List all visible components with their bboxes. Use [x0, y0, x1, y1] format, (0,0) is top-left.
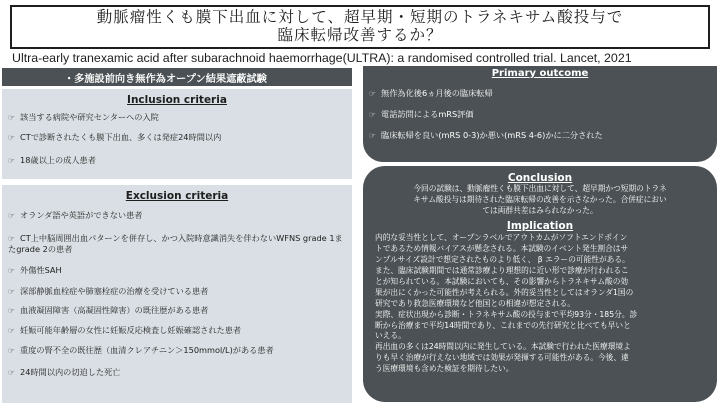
- pointing-hand-icon: ☞: [8, 306, 15, 315]
- conclusion-panel: [363, 166, 717, 402]
- pointing-hand-icon: ☞: [8, 234, 15, 243]
- pointing-hand-icon: ☞: [8, 133, 15, 142]
- study-design-bar: [2, 68, 352, 86]
- exclusion-heading: Exclusion criteria: [125, 190, 229, 202]
- exclusion-item: ☞ CT上中脳周囲出血パターンを併存し、かつ入院時意識消失を伴わないWFNS grade 1またgrade 2の患者: [8, 233, 343, 254]
- exclusion-item: ☞ オランダ語や英語ができない患者: [8, 210, 143, 220]
- title-box: [10, 5, 710, 49]
- inclusion-panel: [2, 89, 352, 179]
- inclusion-item: ☞ 該当する病院や研究センターへの入院: [8, 112, 159, 122]
- exclusion-item: ☞ 24時間以内の切迫した死亡: [8, 367, 121, 377]
- implication-text: 内的な妥当性として、オープンラベルでアウトカムがソフトエンドポイン トであるため情報バイアスが懸念される。本試験のイベント発生割合はサ ンプルサイズ設計で想定されたものより低く、 β エラーの可能性がある。 また、臨床試験期間では通常診療より理想的に近い形で診療が行われるこ とが知られている。本試験においても、その影響からトラネキサム酸の効 果が出にくかった可能性が考えられる。外的妥当性としてはオランダ1国の 研究であり救急医療環境など他国との相違が想定される。 実際、症状出現から診断・トラネキサム酸の投与まで平均93分・185分。診 断から治療まで平均14時間であり、これまでの先行研究と比べても早いと いえる。 再出血の多くは24時間以内に発生している。本試験で行われた医療環境よ りも早く治療が行えない地域では効果が発揮する可能性がある。今後、違 う医療環境も含めた検証を期待したい。: [375, 233, 638, 374]
- outcome-item: ☞ 電話訪問によるmRS評価: [369, 109, 474, 119]
- pointing-hand-icon: ☞: [8, 287, 15, 296]
- inclusion-item: ☞ CTで診断されたくも膜下出血、多くは発症24時間以内: [8, 132, 222, 142]
- exclusion-panel: [2, 185, 352, 403]
- pointing-hand-icon: ☞: [8, 326, 15, 335]
- outcome-item: ☞ 臨床転帰を良い(mRS 0-3)か悪い(mRS 4-6)かに二分された: [369, 130, 603, 140]
- implication-heading: Implication: [506, 220, 574, 232]
- citation: Ultra-early tranexamic acid after subarachnoid haemorrhage(ULTRA): a randomised controlled trial. Lancet, 2021: [12, 51, 632, 65]
- inclusion-heading: Inclusion criteria: [127, 94, 227, 106]
- exclusion-item: ☞ 深部静脈血栓症や肺塞栓症の治療を受けている患者: [8, 286, 209, 296]
- pointing-hand-icon: ☞: [8, 368, 15, 377]
- pointing-hand-icon: ☞: [8, 346, 15, 355]
- primary-outcome-panel: [363, 66, 717, 162]
- pointing-hand-icon: ☞: [8, 156, 15, 165]
- pointing-hand-icon: ☞: [369, 131, 376, 140]
- conclusion-heading: Conclusion: [507, 172, 573, 184]
- study-design-text: ・多施設前向き無作為オープン結果遮蔽試験: [64, 73, 267, 85]
- primary-outcome-heading: Primary outcome: [491, 68, 589, 79]
- conclusion-text: 今回の試験は、動脈瘤性くも膜下出血に対して、超早期かつ短期のトラネ キサム酸投与は期待された臨床転帰の改善を示さなかった。合併症におい ては両群共差はみられなかった。: [413, 184, 667, 215]
- exclusion-item: ☞ 血液凝固障害（高凝固性障害）の既往歴がある患者: [8, 305, 209, 315]
- pointing-hand-icon: ☞: [8, 113, 15, 122]
- pointing-hand-icon: ☞: [369, 89, 376, 98]
- outcome-item: ☞ 無作為化後6ヵ月後の臨床転帰: [369, 88, 493, 98]
- exclusion-item: ☞ 重度の腎不全の既往歴（血清クレアチニン＞150mmol/L)がある患者: [8, 345, 274, 355]
- exclusion-item: ☞ 外傷性SAH: [8, 265, 62, 275]
- pointing-hand-icon: ☞: [8, 266, 15, 275]
- exclusion-item: ☞ 妊娠可能年齢層の女性に妊娠反応検査し妊娠確認された患者: [8, 325, 242, 335]
- pointing-hand-icon: ☞: [369, 110, 376, 119]
- title-line-2: 臨床転帰改善するか？: [277, 26, 443, 44]
- inclusion-item: ☞ 18歳以上の成人患者: [8, 155, 96, 165]
- title-line-1: 動脈瘤性くも膜下出血に対して、超早期・短期のトラネキサム酸投与で: [96, 8, 624, 27]
- pointing-hand-icon: ☞: [8, 211, 15, 220]
